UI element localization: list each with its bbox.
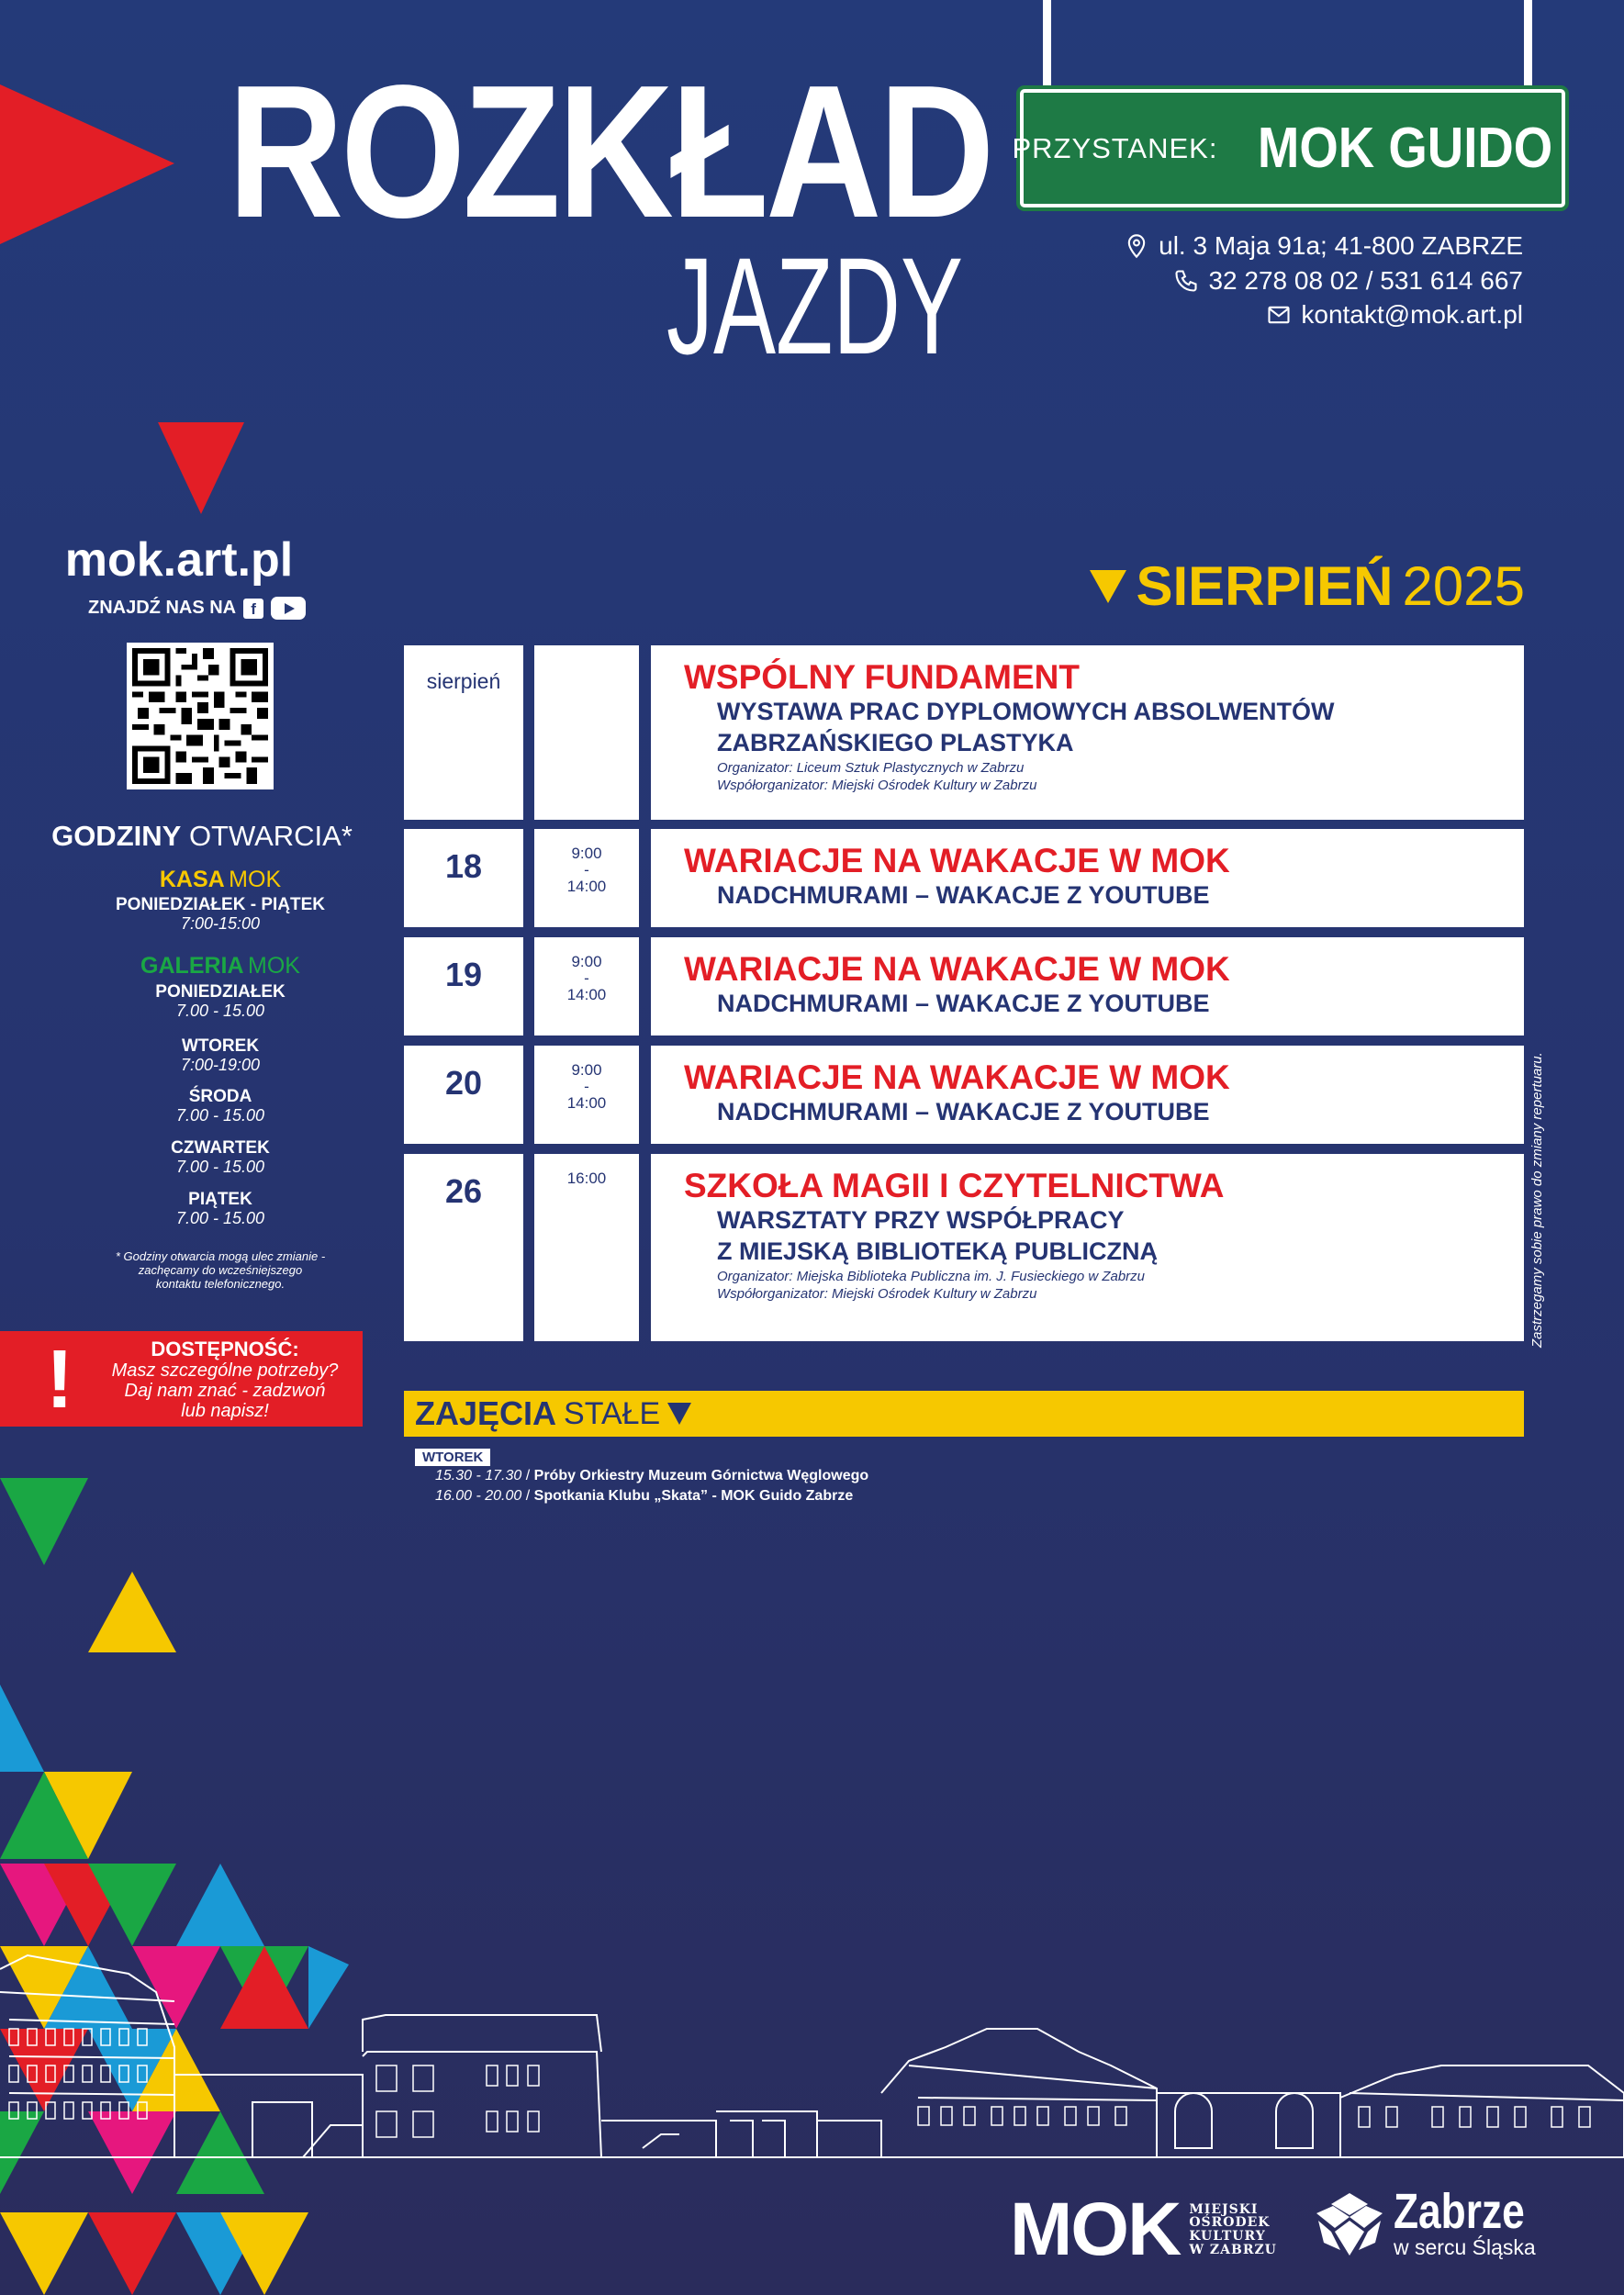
event-time-cell bbox=[534, 829, 639, 927]
stop-label: PRZYSTANEK: bbox=[1012, 131, 1218, 164]
event-time-cell bbox=[534, 937, 639, 1036]
mok-logo-subtitle bbox=[1189, 2203, 1277, 2257]
event-time-end: 14:00 bbox=[566, 878, 607, 896]
galeria-suffix: MOK bbox=[248, 953, 300, 979]
event-time-cell bbox=[534, 645, 639, 820]
event-row bbox=[404, 1046, 1524, 1144]
event-time-start: 9:00 bbox=[571, 845, 602, 862]
event-date-cell bbox=[404, 645, 523, 820]
accessibility-line: lub napisz! bbox=[181, 1401, 269, 1422]
contact-phone[interactable] bbox=[1173, 266, 1523, 296]
repertoire-note: Zastrzegamy sobie prawo do zmiany repertuaru. bbox=[1529, 1052, 1545, 1348]
hours-note-line: kontaktu telefonicznego. bbox=[155, 1276, 286, 1291]
event-organizer: Organizator: Liceum Sztuk Plastycznych w Zabrzu bbox=[717, 759, 1025, 776]
buildings-line-art bbox=[0, 1937, 1624, 2176]
event-date-cell bbox=[404, 937, 523, 1036]
regular-title-bold: ZAJĘCIA bbox=[415, 1394, 557, 1432]
title-line-1: ROZKŁAD bbox=[228, 46, 992, 257]
event-time-cell bbox=[534, 1154, 639, 1341]
phone-icon bbox=[1173, 268, 1199, 294]
zabrze-emblem-icon bbox=[1313, 2189, 1386, 2259]
hours-title-bold: GODZINY bbox=[51, 820, 182, 852]
event-title: WARIACJE NA WAKACJE W MOK bbox=[684, 842, 1230, 879]
opening-hours-title bbox=[0, 820, 404, 853]
kasa-days: PONIEDZIAŁEK - PIĄTEK bbox=[115, 895, 325, 914]
event-date: 20 bbox=[444, 1064, 483, 1102]
event-date: 18 bbox=[444, 847, 483, 885]
mok-sub-line: OŚRODEK bbox=[1189, 2215, 1271, 2231]
galeria-name: GALERIA bbox=[140, 953, 244, 979]
sign-pole-left bbox=[1043, 0, 1051, 92]
month-year: 2025 bbox=[1402, 555, 1525, 617]
hours-note-line: zachęcamy do wcześniejszego bbox=[138, 1262, 303, 1277]
phone-text: 32 278 08 02 / 531 614 667 bbox=[1208, 266, 1523, 295]
event-time-sep: - bbox=[584, 1078, 589, 1096]
event-time-start: 9:00 bbox=[571, 953, 602, 970]
kasa-name: KASA bbox=[159, 867, 225, 892]
event-subtitle: WYSTAWA PRAC DYPLOMOWYCH ABSOLWENTÓW bbox=[717, 698, 1335, 725]
event-subtitle: ZABRZAŃSKIEGO PLASTYKA bbox=[717, 728, 1074, 756]
mail-icon bbox=[1266, 302, 1292, 328]
event-date: sierpień bbox=[426, 669, 501, 693]
event-row bbox=[404, 1154, 1524, 1341]
galeria-day: ŚRODA bbox=[188, 1087, 252, 1106]
event-details bbox=[651, 645, 1524, 820]
month-heading bbox=[1090, 554, 1525, 618]
event-time-end: 14:00 bbox=[566, 986, 607, 1004]
kasa-time: 7:00-15:00 bbox=[180, 914, 261, 933]
month-name: SIERPIEŃ bbox=[1136, 555, 1394, 617]
sign-pole-right bbox=[1524, 0, 1532, 92]
zabrze-tagline: w sercu Śląska bbox=[1394, 2235, 1536, 2260]
event-coorganizer: Współorganizator: Miejski Ośrodek Kultury w Zabrzu bbox=[717, 778, 1037, 793]
hours-note bbox=[0, 1250, 441, 1292]
galeria-time: 7.00 - 15.00 bbox=[175, 1209, 265, 1227]
regular-day-label: WTOREK bbox=[415, 1449, 490, 1466]
title-line-2: JAZDY bbox=[666, 229, 964, 383]
find-us bbox=[88, 597, 306, 620]
location-pin-icon bbox=[1124, 233, 1149, 259]
contact-email[interactable] bbox=[1266, 300, 1523, 330]
event-subtitle: NADCHMURAMI – WAKACJE Z YOUTUBE bbox=[717, 1098, 1210, 1125]
find-us-label: ZNAJDŹ NAS NA bbox=[88, 598, 237, 618]
event-details bbox=[651, 1046, 1524, 1144]
facebook-icon[interactable]: f bbox=[243, 599, 263, 619]
event-time-sep: - bbox=[584, 969, 589, 988]
event-date: 19 bbox=[444, 956, 483, 993]
contact-address bbox=[1124, 231, 1523, 261]
triangle-down-icon bbox=[1090, 570, 1126, 603]
event-date-cell bbox=[404, 1046, 523, 1144]
regular-item-sep: / bbox=[521, 1468, 534, 1483]
address-text: ul. 3 Maja 91a; 41-800 ZABRZE bbox=[1159, 231, 1523, 260]
mok-sub-line: W ZABRZU bbox=[1189, 2242, 1277, 2257]
galeria-day: PIĄTEK bbox=[188, 1190, 252, 1209]
regular-classes-title bbox=[415, 1391, 691, 1437]
qr-code bbox=[127, 643, 274, 789]
regular-item-time: 15.30 - 17.30 bbox=[435, 1468, 522, 1483]
event-date-cell bbox=[404, 829, 523, 927]
stop-sign bbox=[1012, 89, 1565, 207]
zabrze-name: Zabrze bbox=[1394, 2184, 1525, 2239]
event-time-start: 9:00 bbox=[571, 1061, 602, 1079]
regular-item bbox=[435, 1468, 868, 1484]
youtube-icon[interactable] bbox=[271, 597, 306, 620]
galeria-time: 7:00-19:00 bbox=[180, 1056, 261, 1074]
regular-item-sep: / bbox=[521, 1488, 534, 1504]
accessibility-line: Daj nam znać - zadzwoń bbox=[124, 1381, 326, 1402]
hours-title-rest: OTWARCIA* bbox=[188, 820, 353, 852]
event-row bbox=[404, 829, 1524, 927]
event-time-sep: - bbox=[584, 861, 589, 879]
email-text: kontakt@mok.art.pl bbox=[1301, 300, 1523, 329]
regular-item-name: Próby Orkiestry Muzeum Górnictwa Węglowego bbox=[533, 1468, 869, 1483]
event-row bbox=[404, 645, 1524, 820]
event-date-cell bbox=[404, 1154, 523, 1341]
galeria-day: PONIEDZIAŁEK bbox=[155, 982, 286, 1002]
regular-item-time: 16.00 - 20.00 bbox=[435, 1488, 522, 1504]
accessibility-line: Masz szczególne potrzeby? bbox=[111, 1360, 339, 1382]
event-time-end: 14:00 bbox=[566, 1094, 607, 1113]
hours-note-line: * Godziny otwarcia mogą ulec zmianie - bbox=[115, 1249, 326, 1263]
kasa-heading bbox=[0, 867, 441, 893]
kasa-suffix: MOK bbox=[229, 867, 282, 892]
event-row bbox=[404, 937, 1524, 1036]
event-title: WARIACJE NA WAKACJE W MOK bbox=[684, 950, 1230, 988]
event-subtitle: NADCHMURAMI – WAKACJE Z YOUTUBE bbox=[717, 881, 1210, 909]
website-link[interactable]: mok.art.pl bbox=[64, 533, 294, 587]
qr-code-image bbox=[132, 648, 268, 784]
zabrze-logo bbox=[1313, 2184, 1553, 2260]
exclamation-icon: ! bbox=[46, 1334, 73, 1426]
triangle-down-icon bbox=[667, 1403, 691, 1425]
event-details bbox=[651, 1154, 1524, 1341]
event-subtitle: Z MIEJSKĄ BIBLIOTEKĄ PUBLICZNĄ bbox=[717, 1237, 1159, 1265]
event-subtitle: WARSZTATY PRZY WSPÓŁPRACY bbox=[717, 1206, 1125, 1234]
mok-logo-letters: MOK bbox=[1010, 2188, 1181, 2271]
stop-name: MOK GUIDO bbox=[1258, 117, 1553, 180]
mok-sub-line: KULTURY bbox=[1189, 2229, 1266, 2244]
regular-item bbox=[435, 1488, 853, 1505]
galeria-day: WTOREK bbox=[181, 1036, 260, 1056]
event-details bbox=[651, 937, 1524, 1036]
event-time-cell bbox=[534, 1046, 639, 1144]
event-title: WARIACJE NA WAKACJE W MOK bbox=[684, 1058, 1230, 1096]
event-date: 26 bbox=[444, 1172, 483, 1210]
mok-sub-line: MIEJSKI bbox=[1189, 2201, 1259, 2217]
galeria-time: 7.00 - 15.00 bbox=[175, 1106, 265, 1125]
accessibility-text bbox=[87, 1338, 363, 1421]
regular-title-rest: STAŁE bbox=[564, 1395, 661, 1431]
event-details bbox=[651, 829, 1524, 927]
event-time-start: 16:00 bbox=[566, 1170, 607, 1187]
event-subtitle: NADCHMURAMI – WAKACJE Z YOUTUBE bbox=[717, 990, 1210, 1017]
event-coorganizer: Współorganizator: Miejski Ośrodek Kultury w Zabrzu bbox=[717, 1286, 1037, 1302]
galeria-time: 7.00 - 15.00 bbox=[175, 1002, 265, 1020]
galeria-day: CZWARTEK bbox=[171, 1138, 270, 1158]
event-organizer: Organizator: Miejska Biblioteka Publiczna im. J. Fusieckiego w Zabrzu bbox=[717, 1268, 1146, 1284]
galeria-time: 7.00 - 15.00 bbox=[175, 1158, 265, 1176]
event-title: WSPÓLNY FUNDAMENT bbox=[684, 658, 1080, 696]
galeria-heading bbox=[0, 953, 441, 980]
regular-item-name: Spotkania Klubu „Skata” - MOK Guido Zabrze bbox=[533, 1488, 854, 1504]
accessibility-title: DOSTĘPNOŚĆ: bbox=[151, 1338, 299, 1360]
mok-logo bbox=[1010, 2188, 1277, 2271]
event-title: SZKOŁA MAGII I CZYTELNICTWA bbox=[684, 1167, 1225, 1204]
